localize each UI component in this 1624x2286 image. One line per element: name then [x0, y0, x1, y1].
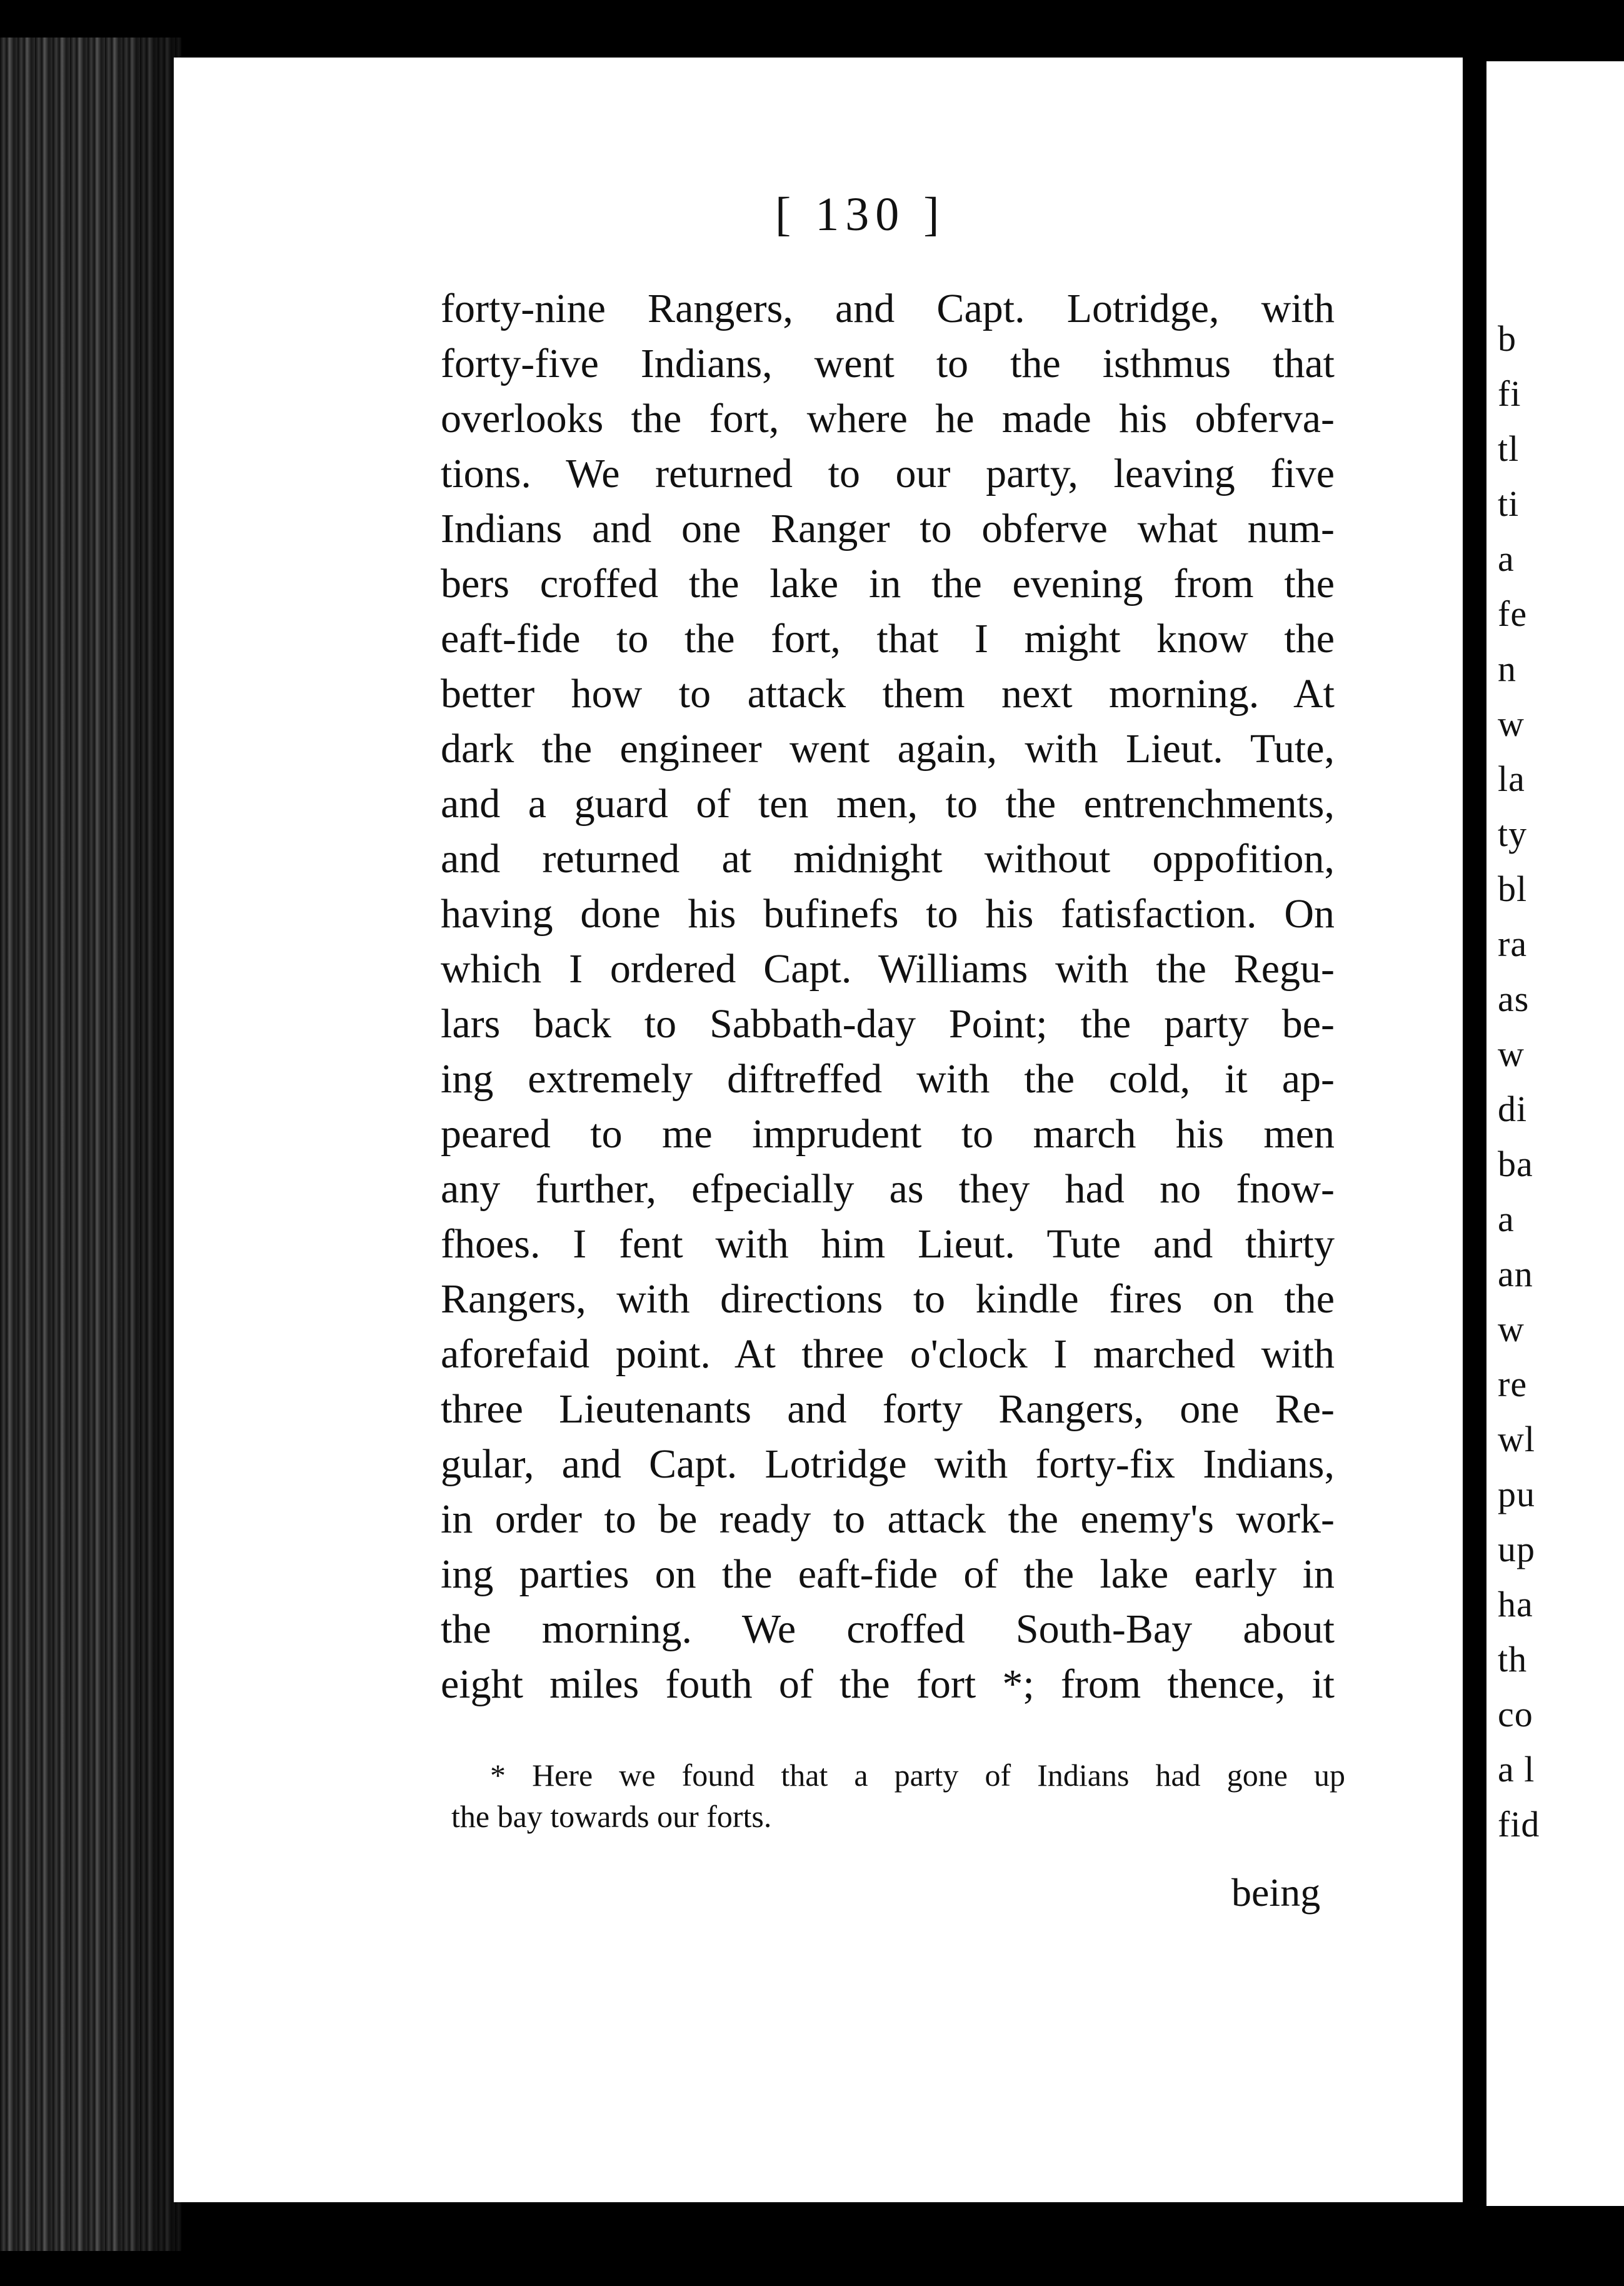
- body-line: in order to be ready to attack the enemy's work-: [441, 1496, 1335, 1542]
- body-line: better how to attack them next morning. At: [441, 671, 1335, 717]
- facing-page-line-fragment: fe: [1498, 593, 1528, 634]
- body-text: [441, 281, 1335, 1712]
- facing-page-line-fragment: a: [1498, 1199, 1515, 1239]
- facing-page-line-fragment: co: [1498, 1694, 1533, 1735]
- page-gutter: [1463, 50, 1488, 2238]
- body-line: having done his bufinefs to his fatisfaction. On: [441, 891, 1335, 937]
- facing-page-line-fragment: th: [1498, 1639, 1528, 1679]
- facing-page-line-fragment: b: [1498, 318, 1516, 359]
- facing-page-line-fragment: fid: [1498, 1804, 1540, 1845]
- facing-page-line-fragment: w: [1498, 1034, 1525, 1074]
- body-line: peared to me imprudent to march his men: [441, 1111, 1335, 1157]
- footnote-line: * Here we found that a party of Indians had gone up: [490, 1758, 1345, 1793]
- body-line: dark the engineer went again, with Lieut. Tute,: [441, 726, 1335, 772]
- facing-page-line-fragment: di: [1498, 1089, 1528, 1129]
- body-line: forty-five Indians, went to the isthmus that: [441, 341, 1335, 386]
- body-line: eaft-fide to the fort, that I might know the: [441, 616, 1335, 662]
- body-line: overlooks the fort, where he made his obferva-: [441, 396, 1335, 441]
- facing-page-line-fragment: a: [1498, 538, 1515, 579]
- facing-page-line-fragment: pu: [1498, 1474, 1535, 1514]
- facing-page-line-fragment: bl: [1498, 869, 1528, 909]
- facing-page-line-fragment: w: [1498, 1309, 1525, 1349]
- body-line: tions. We returned to our party, leaving five: [441, 451, 1335, 496]
- facing-page-line-fragment: up: [1498, 1529, 1535, 1569]
- facing-page-line-fragment: ti: [1498, 483, 1520, 524]
- facing-page-line-fragment: ba: [1498, 1144, 1533, 1184]
- facing-page-line-fragment: an: [1498, 1254, 1533, 1294]
- body-line: aforefaid point. At three o'clock I marched with: [441, 1331, 1335, 1377]
- footnote-line: the bay towards our forts.: [451, 1799, 772, 1834]
- facing-page-line-fragment: ty: [1498, 813, 1528, 854]
- body-line: any further, efpecially as they had no fnow-: [441, 1166, 1335, 1212]
- body-line: forty-nine Rangers, and Capt. Lotridge, with: [441, 286, 1335, 331]
- page-number: [ 130 ]: [775, 188, 946, 241]
- facing-page-line-fragment: n: [1498, 648, 1516, 689]
- facing-page-line-fragment: ha: [1498, 1584, 1533, 1624]
- body-line: gular, and Capt. Lotridge with forty-fix Indians,: [441, 1441, 1335, 1487]
- body-line: which I ordered Capt. Williams with the Regu-: [441, 946, 1335, 992]
- facing-page-line-fragment: re: [1498, 1364, 1528, 1404]
- body-line: bers croffed the lake in the evening from the: [441, 561, 1335, 607]
- facing-page-line-fragment: as: [1498, 979, 1530, 1019]
- body-line: lars back to Sabbath-day Point; the party be-: [441, 1001, 1335, 1047]
- facing-page-line-fragment: a l: [1498, 1749, 1535, 1790]
- body-line: the morning. We croffed South-Bay about: [441, 1606, 1335, 1652]
- facing-page-line-fragment: ra: [1498, 924, 1528, 964]
- body-line: three Lieutenants and forty Rangers, one Re-: [441, 1386, 1335, 1432]
- body-line: Indians and one Ranger to obferve what num-: [441, 506, 1335, 551]
- body-line: ing extremely diftreffed with the cold, it ap-: [441, 1056, 1335, 1102]
- facing-page-line-fragment: tl: [1498, 428, 1520, 469]
- body-line: eight miles fouth of the fort *; from thence, it: [441, 1661, 1335, 1707]
- facing-page-line-fragment: fi: [1498, 373, 1521, 414]
- catchword: being: [1231, 1870, 1321, 1915]
- facing-page-fragments: [1486, 311, 1540, 1852]
- facing-page-line-fragment: la: [1498, 758, 1525, 799]
- body-line: fhoes. I fent with him Lieut. Tute and thirty: [441, 1221, 1335, 1267]
- body-line: ing parties on the eaft-fide of the lake early in: [441, 1551, 1335, 1597]
- body-line: Rangers, with directions to kindle fires on the: [441, 1276, 1335, 1322]
- facing-page-line-fragment: wl: [1498, 1419, 1535, 1459]
- facing-page: [1486, 61, 1624, 2206]
- facing-page-line-fragment: w: [1498, 703, 1525, 744]
- body-line: and returned at midnight without oppofition,: [441, 836, 1335, 882]
- footnote: [451, 1755, 1345, 1837]
- body-line: and a guard of ten men, to the entrenchments,: [441, 781, 1335, 827]
